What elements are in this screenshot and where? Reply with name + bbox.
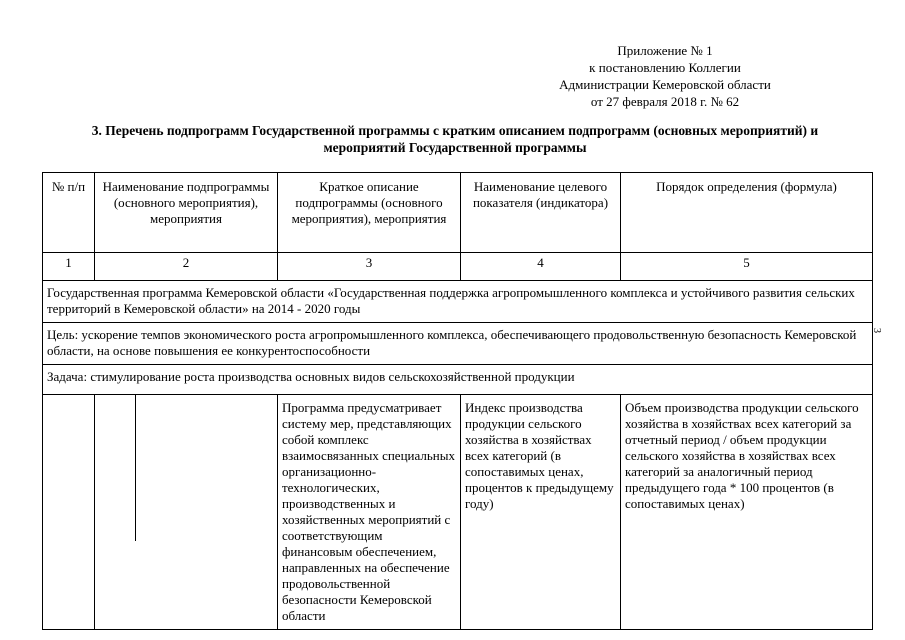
approval-line-1: Приложение № 1 xyxy=(617,43,713,58)
goal-cell: Цель: ускорение темпов экономического роста агропромышленного комплекса, обеспечивающего продовольственную безопасность Кемеровской области, на основе повышения ее конкурентоспособности xyxy=(43,323,873,365)
column-number-3: 3 xyxy=(278,253,461,281)
approval-block xyxy=(520,42,810,110)
approval-line-3: Администрации Кемеровской области xyxy=(559,77,771,92)
content-cell-name-text xyxy=(136,395,277,541)
task-row xyxy=(43,365,873,395)
table-header-row xyxy=(43,173,873,253)
goal-row xyxy=(43,323,873,365)
header-formula: Порядок определения (формула) xyxy=(621,173,873,253)
document-title: 3. Перечень подпрограмм Государственной программы с кратким описанием подпрограмм (основных мероприятий) и мероприятий Государственной программы xyxy=(91,123,819,155)
subprograms-table xyxy=(42,172,873,630)
column-number-2: 2 xyxy=(95,253,278,281)
page-side-mark: 3 xyxy=(871,328,882,333)
header-subprogram-name: Наименование подпрограммы (основного мероприятия), мероприятия xyxy=(95,173,278,253)
content-cell-indicator: Индекс производства продукции сельского хозяйства в хозяйствах всех категорий (в сопоставимых ценах, процентов к предыдущему году) xyxy=(461,395,621,630)
column-number-4: 4 xyxy=(461,253,621,281)
column-number-5: 5 xyxy=(621,253,873,281)
task-cell: Задача: стимулирование роста производства основных видов сельскохозяйственной продукции xyxy=(43,365,873,395)
program-row xyxy=(43,281,873,323)
header-description: Краткое описание подпрограммы (основного мероприятия), мероприятия xyxy=(278,173,461,253)
approval-line-2: к постановлению Коллегии xyxy=(589,60,741,75)
column-number-1: 1 xyxy=(43,253,95,281)
content-cell-number xyxy=(43,395,95,630)
content-cell-description: Программа предусматривает систему мер, представляющих собой комплекс взаимосвязанных специальных организационно-технологических, производственных и хозяйственных мероприятий с соответствующим финансовым обеспечением, направленных на обеспечение продовольственной безопасности Кемеровской области xyxy=(278,395,461,630)
program-name-cell: Государственная программа Кемеровской области «Государственная поддержка агропромышленного комплекса и устойчивого развития сельских территорий в Кемеровской области» на 2014 - 2020 годы xyxy=(43,281,873,323)
column-numbers-row xyxy=(43,253,873,281)
content-cell-name xyxy=(95,395,278,630)
header-number: № п/п xyxy=(43,173,95,253)
header-indicator: Наименование целевого показателя (индикатора) xyxy=(461,173,621,253)
content-cell-name-divider xyxy=(95,395,136,541)
content-cell-formula: Объем производства продукции сельского хозяйства в хозяйствах всех категорий за отчетный период / объем продукции сельского хозяйства в хозяйствах всех категорий за аналогичный период предыдущего года * 100 процентов (в сопоставимых ценах) xyxy=(621,395,873,630)
approval-line-4: от 27 февраля 2018 г. № 62 xyxy=(590,94,740,109)
content-row xyxy=(43,395,873,630)
